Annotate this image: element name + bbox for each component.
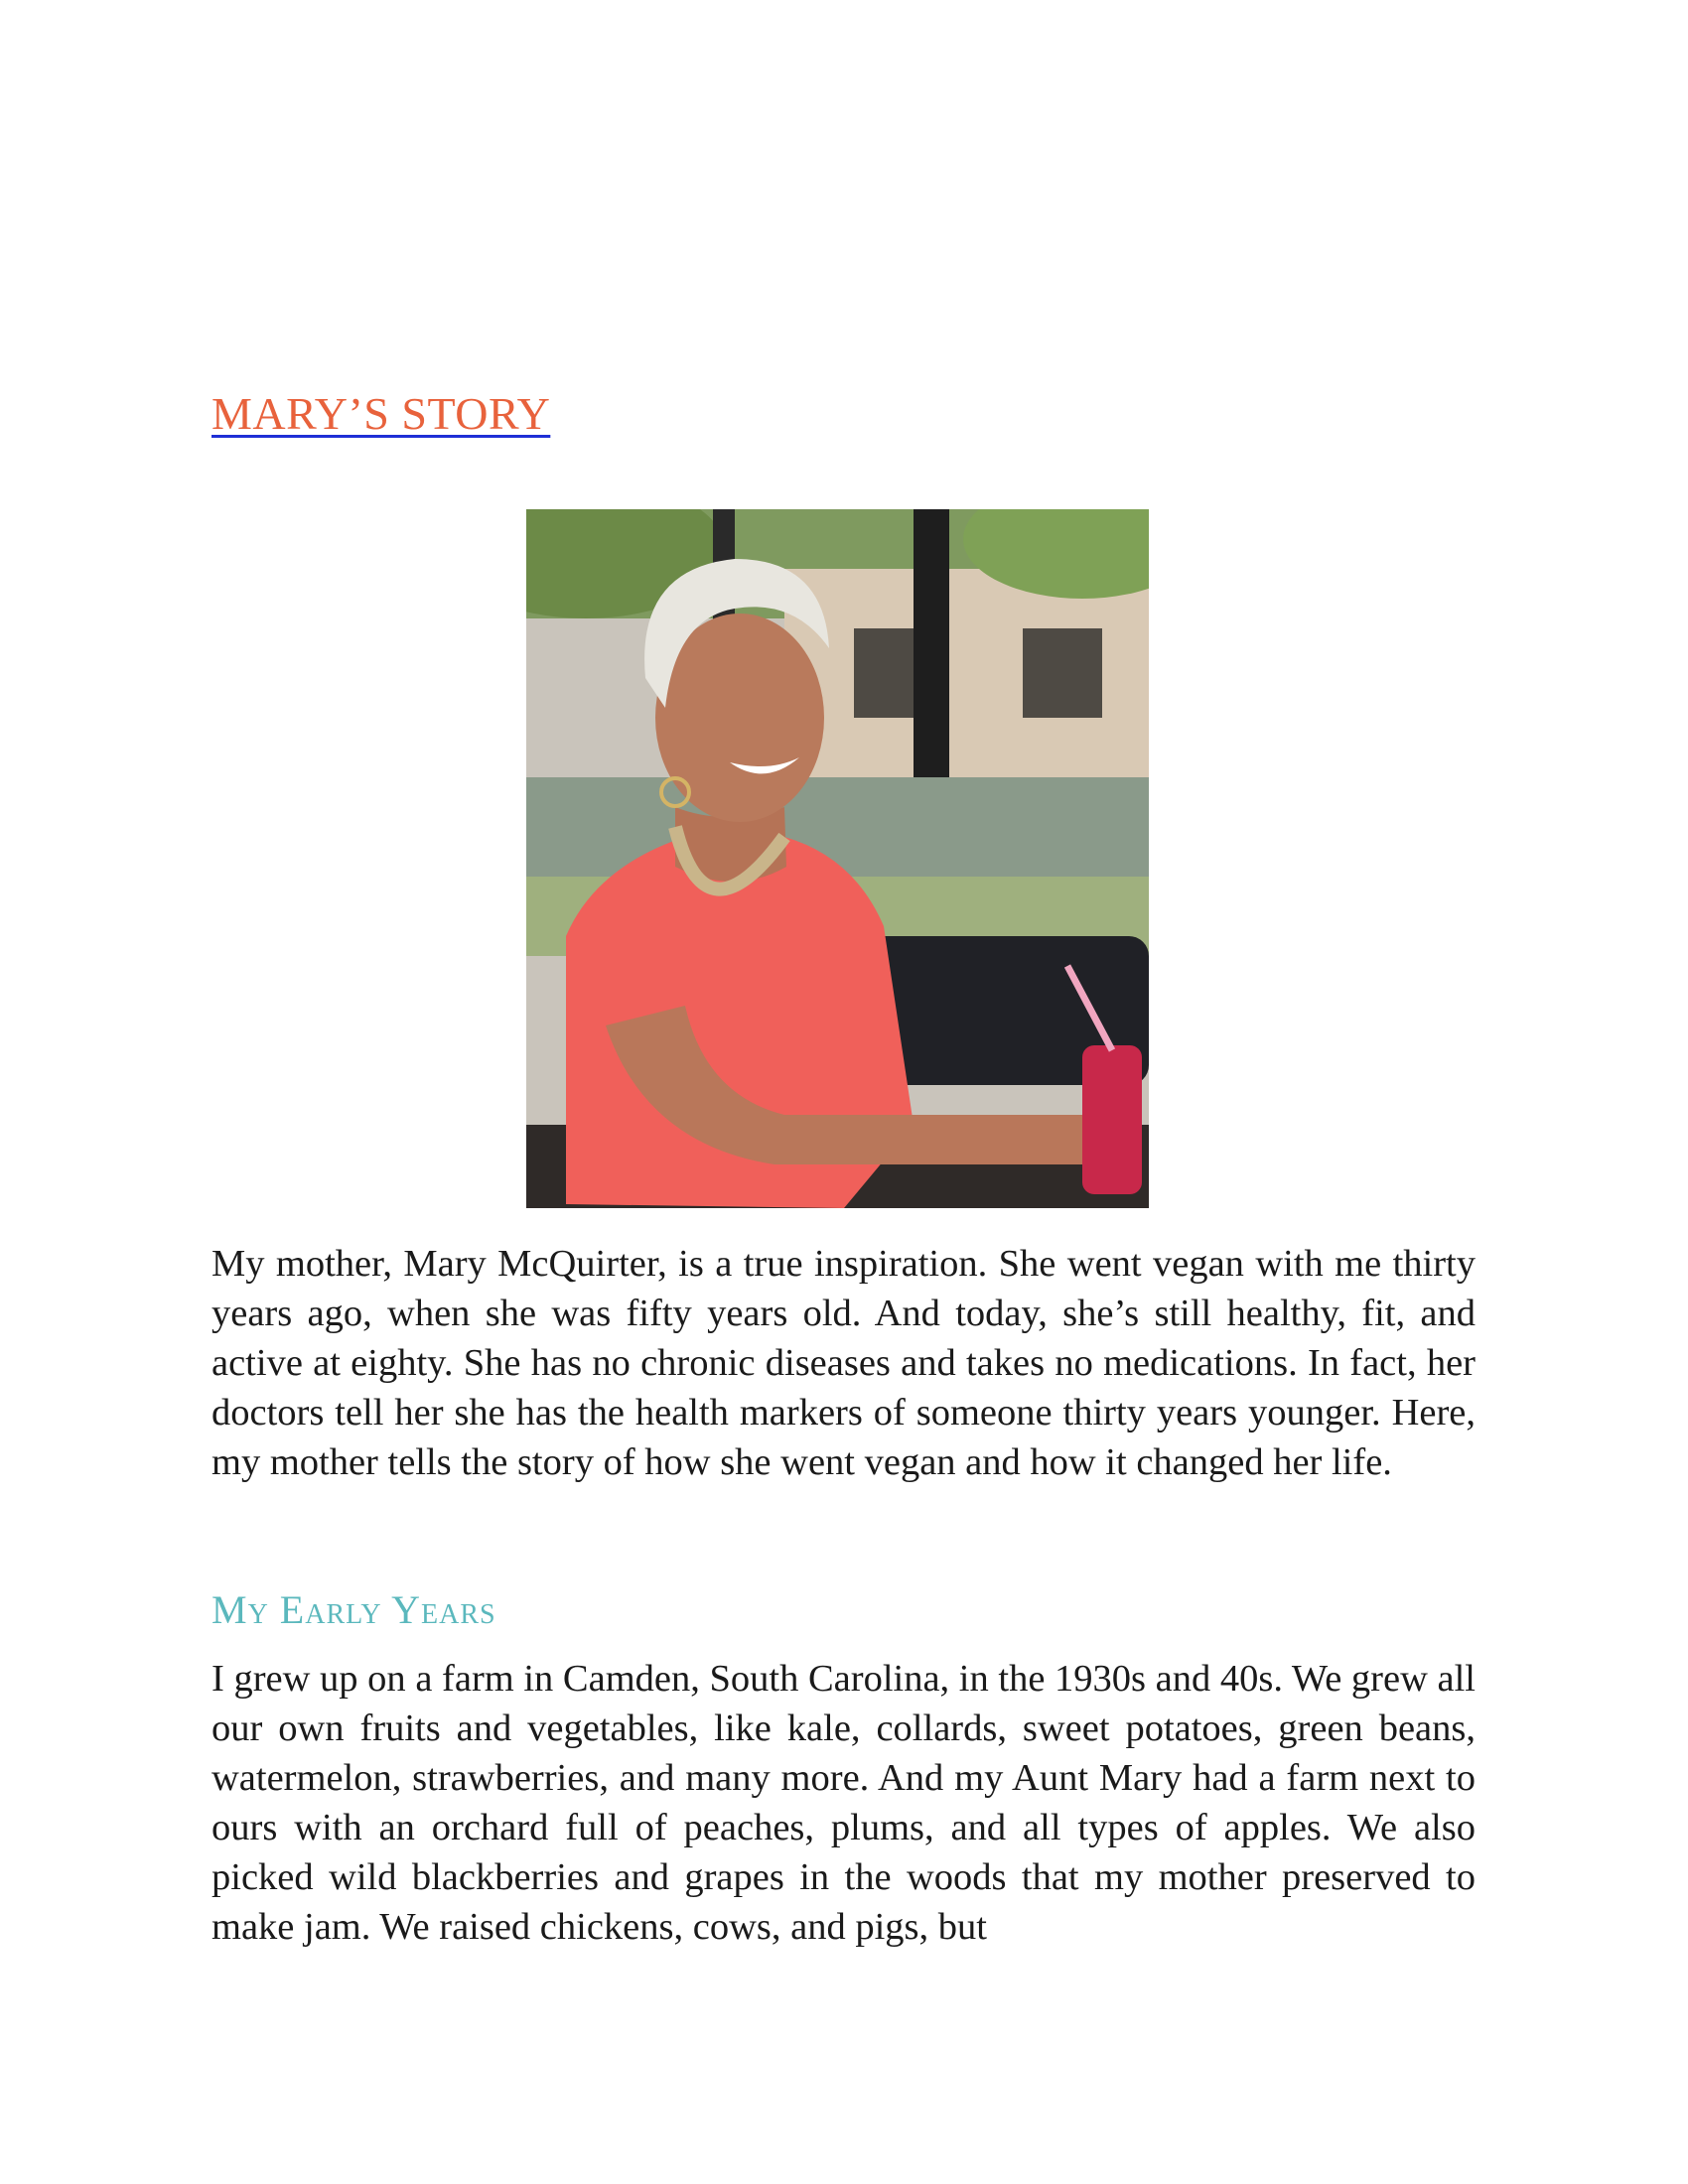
early-years-paragraph: I grew up on a farm in Camden, South Carolina, in the 1930s and 40s. We grew all our own fruits and vegetables, like kale, collards, sweet potatoes, green beans, watermelon, strawberries, and many more. And my Aunt Mary had a farm next to ours with an orchard full of peaches, plums, and all types of apples. We also picked wild blackberries and grapes in the woods that my mother preserved to make jam. We raised chickens, cows, and pigs, but [211,1658,1476,1948]
intro-paragraph: My mother, Mary McQuirter, is a true inspiration. She went vegan with me thirty years ago, when she was fifty years old. And today, she’s still healthy, fit, and active at eighty. She has no chronic diseases and takes no medications. In fact, her doctors tell her she has the health markers of someone thirty years younger. Here, my mother tells the story of how she went vegan and how it changed her life. [211,1243,1476,1483]
section-heading-early-years: My Early Years [211,1587,496,1632]
chapter-title-link[interactable]: MARY’S STORY [211,388,551,439]
portrait-photo [526,509,1149,1208]
